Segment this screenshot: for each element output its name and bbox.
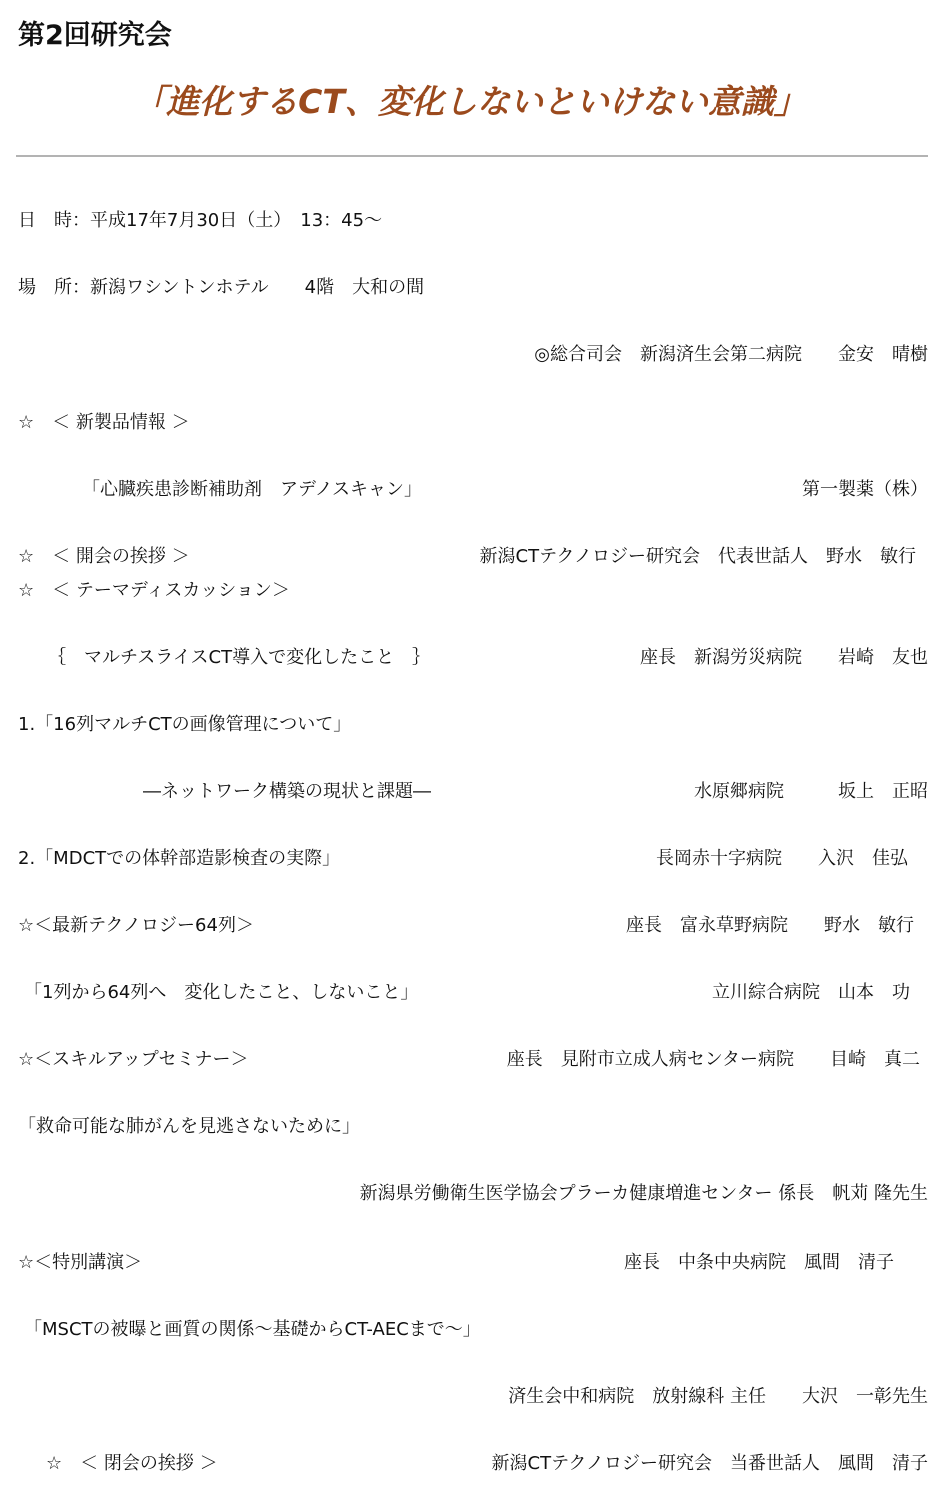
theme-heading: ☆ ＜ テーマディスカッション＞ <box>18 580 290 601</box>
talk2-speaker: 長岡赤十字病院 入沢 佳弘 <box>656 848 908 869</box>
mc-credit: ◎総合司会 新潟済生会第二病院 金安 晴樹 <box>534 344 928 365</box>
new-product-heading: ☆ ＜ 新製品情報 ＞ <box>18 412 190 433</box>
theme-chair: 座長 新潟労災病院 岩崎 友也 <box>640 647 928 668</box>
talk1-speaker: 水原郷病院 坂上 正昭 <box>694 781 928 802</box>
talk2-title: 2.「MDCTでの体幹部造影検査の実際」 <box>18 848 341 869</box>
latest-tech-topic: 「1列から64列へ 変化したこと、しないこと」 <box>24 982 419 1003</box>
event-title: 「進化するCT、変化しないといけない意識」 <box>133 82 807 121</box>
special-lecture-speaker: 済生会中和病院 放射線科 主任 大沢 一彰先生 <box>508 1386 928 1407</box>
new-product-company: 第一製薬（株） <box>802 479 928 500</box>
new-product-topic: 「心臓疾患診断補助剤 アデノスキャン」 <box>82 479 423 500</box>
divider <box>16 155 928 157</box>
talk1-title: 1.「16列マルチCTの画像管理について」 <box>18 714 352 735</box>
latest-tech-heading: ☆＜最新テクノロジー64列＞ <box>18 915 254 936</box>
event-date: 日 時：平成17年7月30日（土） 13：45～ <box>18 210 383 231</box>
theme-topic: ｛ マルチスライスCT導入で変化したこと ｝ <box>48 647 431 668</box>
closing-speaker: 新潟CTテクノロジー研究会 当番世話人 風間 清子 <box>491 1453 928 1474</box>
latest-tech-chair: 座長 富永草野病院 野水 敏行 <box>626 915 914 936</box>
skill-up-topic: 「救命可能な肺がんを見逃さないために」 <box>18 1116 360 1137</box>
closing-heading: ☆ ＜ 閉会の挨拶 ＞ <box>46 1453 218 1474</box>
special-lecture-chair: 座長 中条中央病院 風間 清子 <box>624 1252 894 1273</box>
skill-up-heading: ☆＜スキルアップセミナー＞ <box>18 1049 249 1070</box>
opening-heading: ☆ ＜ 開会の挨拶 ＞ <box>18 546 190 567</box>
talk1-subtitle: ―ネットワーク構築の現状と課題― <box>143 781 431 802</box>
event-venue: 場 所：新潟ワシントンホテル 4階 大和の間 <box>18 277 425 298</box>
special-lecture-topic: 「MSCTの被曝と画質の関係～基礎からCT-AECまで～」 <box>24 1319 481 1340</box>
latest-tech-speaker: 立川綜合病院 山本 功 <box>712 982 910 1003</box>
page-heading: 第2回研究会 <box>18 20 172 51</box>
special-lecture-heading: ☆＜特別講演＞ <box>18 1252 143 1273</box>
opening-speaker: 新潟CTテクノロジー研究会 代表世話人 野水 敏行 <box>479 546 916 567</box>
skill-up-speaker: 新潟県労働衛生医学協会プラーカ健康増進センター 係長 帆苅 隆先生 <box>359 1183 928 1204</box>
skill-up-chair: 座長 見附市立成人病センター病院 目崎 真二 <box>506 1049 920 1070</box>
